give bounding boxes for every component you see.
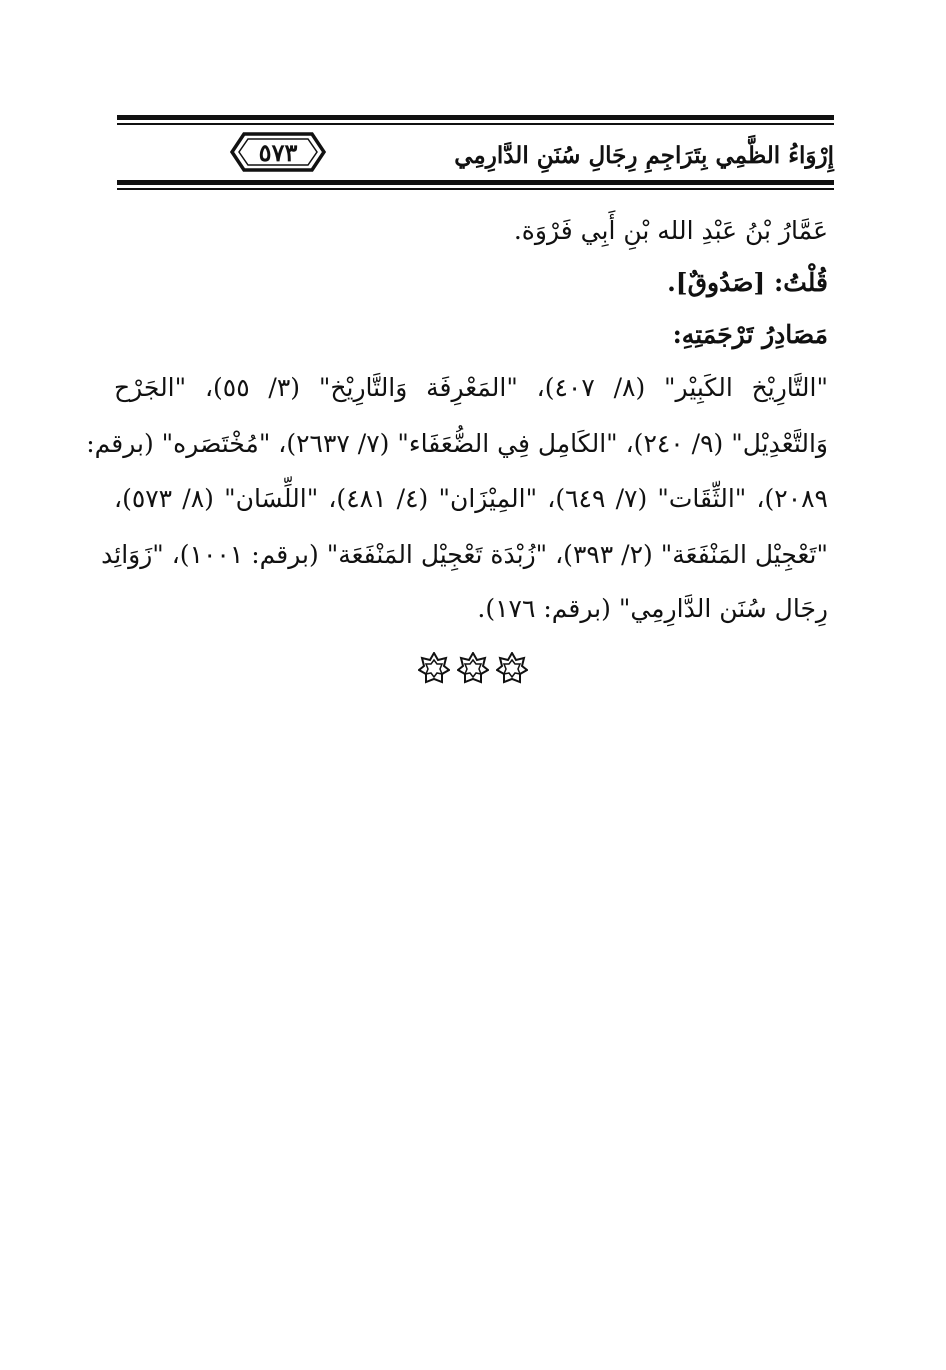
header-rule-top-thin	[117, 123, 834, 125]
star-ornament-icon	[496, 652, 528, 684]
sources-line-5: رِجَال سُنَن الدَّارِمِي" (برقم: ١٧٦).	[477, 594, 828, 623]
star-ornament-icon	[418, 652, 450, 684]
header-rule-bottom-thin	[117, 188, 834, 190]
sources-line-1: "التَّارِيْخ الكَبِيْر" (٨/ ٤٠٧)، "المَعْرِفَة وَالتَّارِيْخ" (٣/ ٥٥)، "الجَرْح	[114, 373, 828, 402]
section-end-ornaments	[418, 652, 528, 686]
verdict-label: قُلْتُ:	[773, 268, 828, 297]
verdict-value: [صَدُوقٌ].	[667, 268, 766, 297]
sources-line-4: "تَعْجِيْل المَنْفَعَة" (٢/ ٣٩٣)، "زُبْدَة تَعْجِيْل المَنْفَعَة" (برقم: ١٠٠١)، "زَوَائِد	[101, 540, 828, 569]
page-number: ٥٧٣	[258, 137, 298, 167]
star-ornament-icon	[457, 652, 489, 684]
sources-line-3: ٢٠٨٩)، "الثِّقَات" (٧/ ٦٤٩)، "المِيْزَان" (٤/ ٤٨١)، "اللِّسَان" (٨/ ٥٧٣)،	[114, 484, 828, 513]
header-rule-bottom	[117, 180, 834, 185]
running-title: إِرْوَاءُ الظَّمِي بِتَرَاجِمِ رِجَالِ سُنَنِ الدَّارِمِي	[454, 142, 834, 169]
page-number-badge	[230, 130, 326, 174]
sources-line-2: وَالتَّعْدِيْل" (٩/ ٢٤٠)، "الكَامِل فِي الضُّعَفَاء" (٧/ ٢٦٣٧)، "مُخْتَصَره" (برقم:	[86, 429, 828, 458]
sources-heading: مَصَادِرُ تَرْجَمَتِهِ:	[672, 320, 828, 349]
verdict-line	[667, 270, 828, 295]
header-rule-top	[117, 115, 834, 120]
narrator-name: عَمَّارُ بْنُ عَبْدِ الله بْنِ أَبِي فَرْوَة.	[513, 216, 828, 245]
